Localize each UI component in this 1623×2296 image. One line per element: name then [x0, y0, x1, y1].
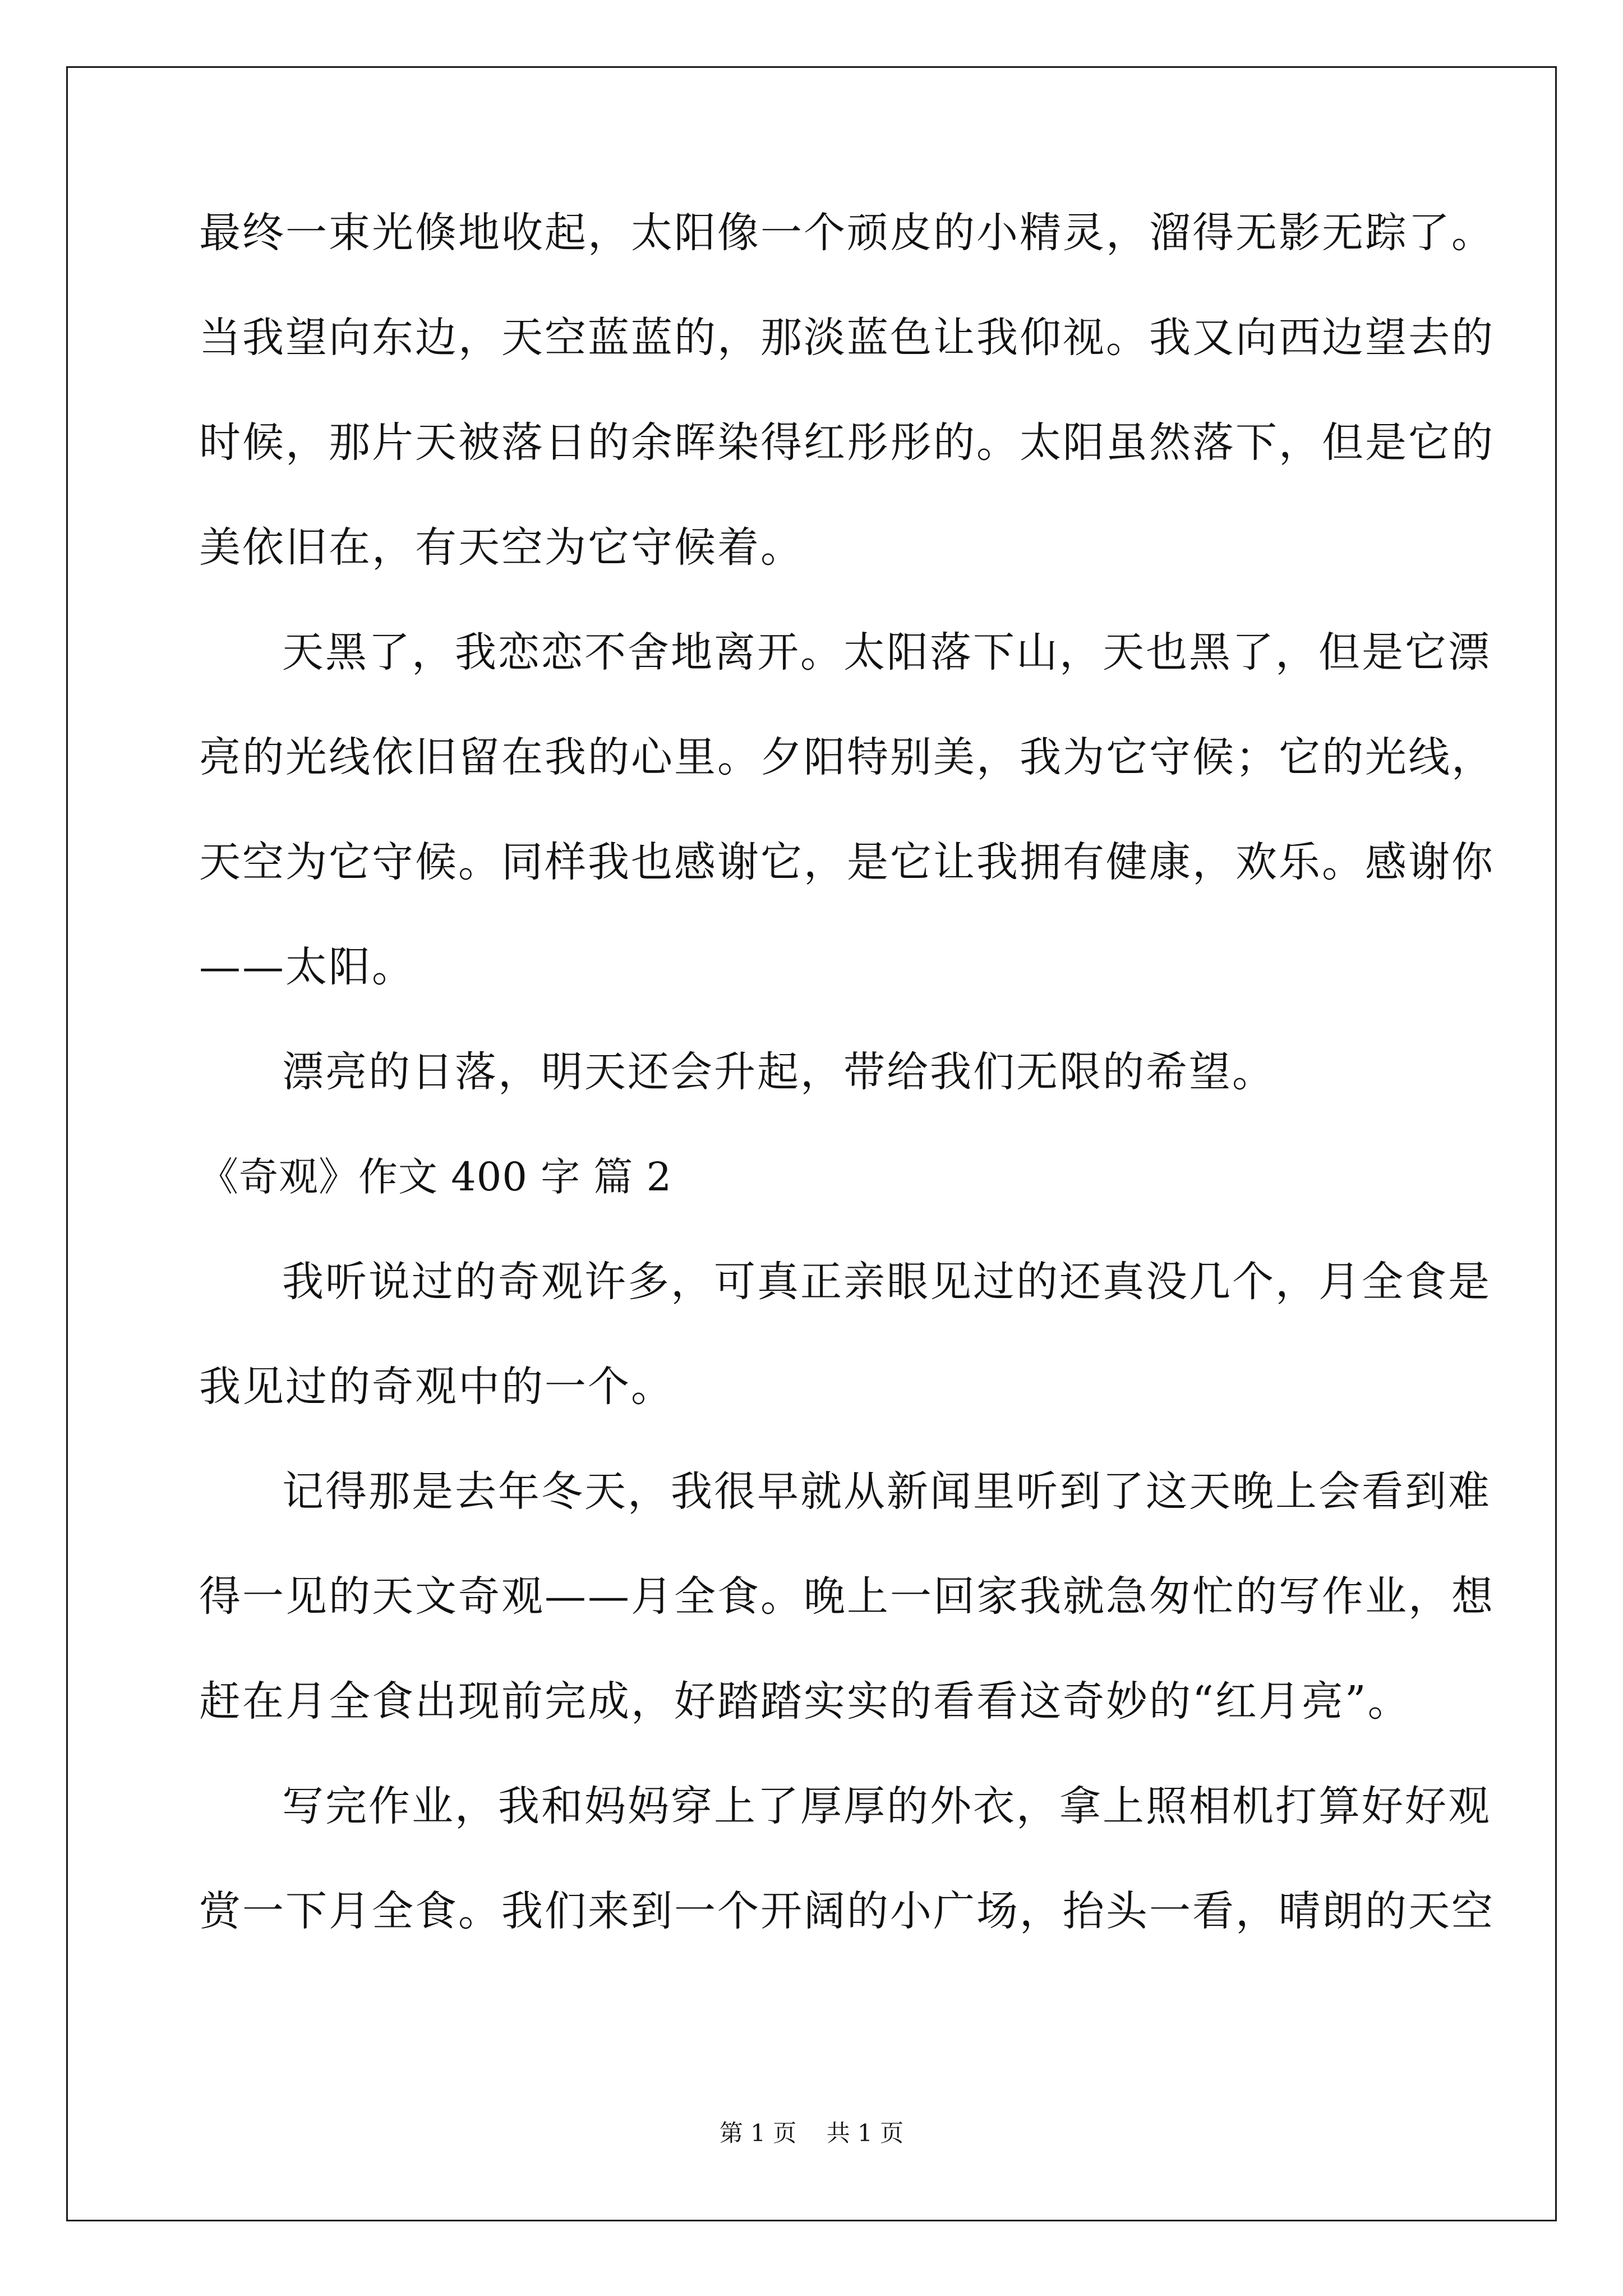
- document-body: [199, 208, 1495, 1991]
- text-line: 最终一束光倏地收起，太阳像一个顽皮的小精灵，溜得无影无踪了。: [199, 209, 1495, 257]
- text-line: 赶在月全食出现前完成，好踏踏实实的看看这奇妙的“红月亮”。: [199, 1677, 1411, 1726]
- page-footer: 第 1 页 共 1 页: [719, 2119, 904, 2147]
- text-line: 美依旧在，有天空为它守候着。: [199, 523, 804, 572]
- text-line: 当我望向东边，天空蓝蓝的，那淡蓝色让我仰视。我又向西边望去的: [199, 314, 1495, 362]
- text-line: 天黑了，我恋恋不舍地离开。太阳落下山，天也黑了，但是它漂: [282, 628, 1491, 677]
- text-line: ——太阳。: [199, 943, 415, 991]
- text-line: 亮的光线依旧留在我的心里。夕阳特别美，我为它守候；它的光线，: [199, 733, 1495, 781]
- text-line: 记得那是去年冬天，我很早就从新闻里听到了这天晚上会看到难: [282, 1467, 1491, 1516]
- text-line: 写完作业，我和妈妈穿上了厚厚的外衣，拿上照相机打算好好观: [282, 1782, 1491, 1830]
- text-line: 漂亮的日落，明天还会升起，带给我们无限的希望。: [282, 1048, 1275, 1096]
- section-heading: 《奇观》作文 400 字 篇 2: [199, 1154, 672, 1200]
- text-line: 天空为它守候。同样我也感谢它，是它让我拥有健康，欢乐。感谢你: [199, 838, 1495, 886]
- text-line: 赏一下月全食。我们来到一个开阔的小广场，抬头一看，晴朗的天空: [199, 1887, 1495, 1935]
- text-line: 我听说过的奇观许多，可真正亲眼见过的还真没几个，月全食是: [282, 1258, 1491, 1306]
- text-line: 得一见的天文奇观——月全食。晚上一回家我就急匆忙的写作业，想: [199, 1572, 1495, 1621]
- text-line: 时候，那片天被落日的余晖染得红彤彤的。太阳虽然落下，但是它的: [199, 418, 1495, 467]
- text-line: 我见过的奇观中的一个。: [199, 1363, 674, 1411]
